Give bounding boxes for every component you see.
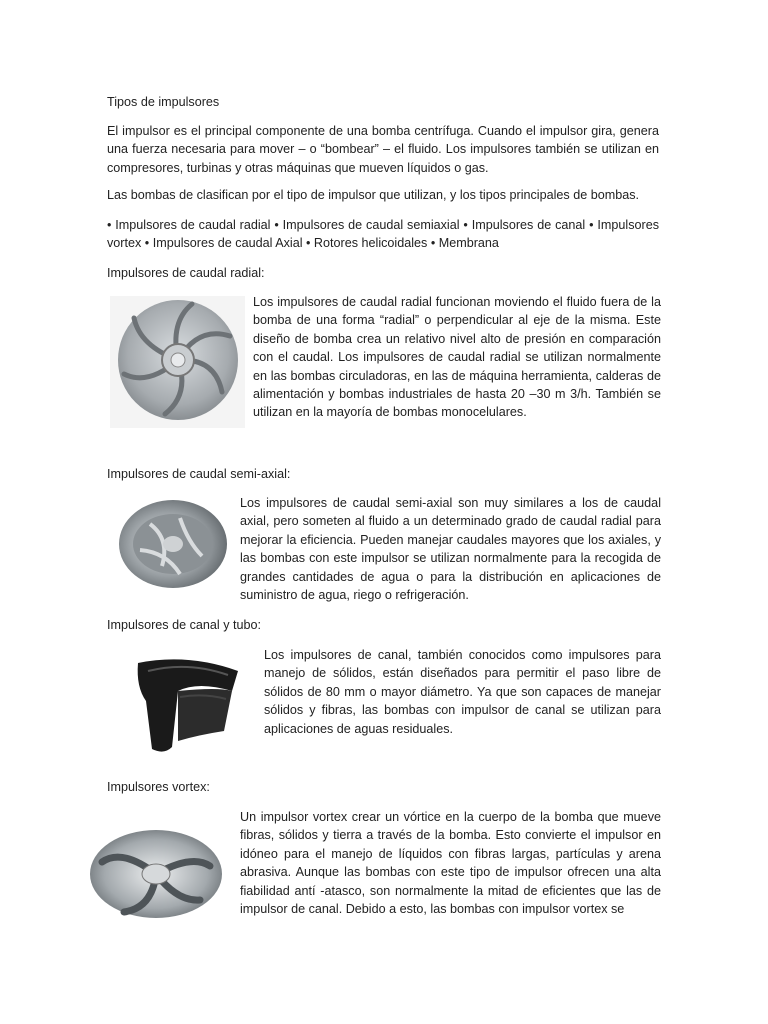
vortex-impeller-image [82, 818, 230, 930]
section-heading-radial: Impulsores de caudal radial: [107, 266, 265, 280]
radial-impeller-image [110, 296, 245, 428]
section-heading-vortex: Impulsores vortex: [107, 780, 210, 794]
intro-paragraph: El impulsor es el principal componente de una bomba centrífuga. Cuando el impulsor gira, genera una fuerza necesaria para mover – o “bombear” – el fluido. Los impulsores también se utilizan en compresores, turbinas y otras máquinas que mueven líquidos o gas. [107, 124, 659, 175]
section-text-vortex: Un impulsor vortex crear un vórtice en la cuerpo de la bomba que mueve fibras, sólidos y tierra a través de la bomba. Esto convierte el impulsor en idóneo para el manejo de líquidos con fibras largas, partículas y arena abrasiva. Aunque las bombas con este tipo de impulsor ofrecen una alta fiabilidad antí -atasco, son normalmente la mitad de eficientes que las de impulsor de canal. Debido a esto, las bombas con impulsor vortex se [240, 810, 661, 917]
types-list: • Impulsores de caudal radial • Impulsores de caudal semiaxial • Impulsores de canal • Impulsores vortex • Impulsores de caudal Axial • Rotores helicoidales • Membrana [107, 218, 659, 251]
semiaxial-impeller-image [110, 494, 236, 594]
section-text-canal: Los impulsores de canal, también conocidos como impulsores para manejo de sólidos, están diseñados para permitir el paso libre de sólidos de 80 mm o mayor diámetro. Ya que son capaces de manejar sólidos y fibras, las bombas con impulsor de canal se utilizan para aplicaciones de aguas residuales. [264, 648, 661, 736]
section-text-semiaxial: Los impulsores de caudal semi-axial son muy similares a los de caudal axial, pero someten al fluido a un determinado grado de caudal radial para mejorar la eficiencia. Pueden manejar caudales mayores que los axiales, y las bombas con este impulsor se utilizan normalmente para la recogida de grandes cantidades de agua o para la distribución en aplicaciones de suministro de agua, riego o refrigeración. [240, 496, 661, 603]
section-text-radial: Los impulsores de caudal radial funcionan moviendo el fluido fuera de la bomba de una forma “radial” o perpendicular al eje de la misma. Este diseño de bomba crea un relativo nivel alto de presión en comparación con el caudal. Los impulsores de caudal radial se utilizan normalmente en las bombas circuladoras, en las de máquina herramienta, calderas de alimentación y bombas industriales de hasta 20 –30 m 3/h. También se utilizan en la mayoría de bombas monocelulares. [253, 295, 661, 420]
classification-paragraph: Las bombas de clasifican por el tipo de impulsor que utilizan, y los tipos principales de bombas. [107, 188, 640, 202]
section-heading-canal: Impulsores de canal y tubo: [107, 618, 262, 632]
document-title: Tipos de impulsores [107, 95, 220, 109]
channel-impeller-image [128, 651, 252, 759]
section-heading-semiaxial: Impulsores de caudal semi-axial: [107, 467, 291, 481]
